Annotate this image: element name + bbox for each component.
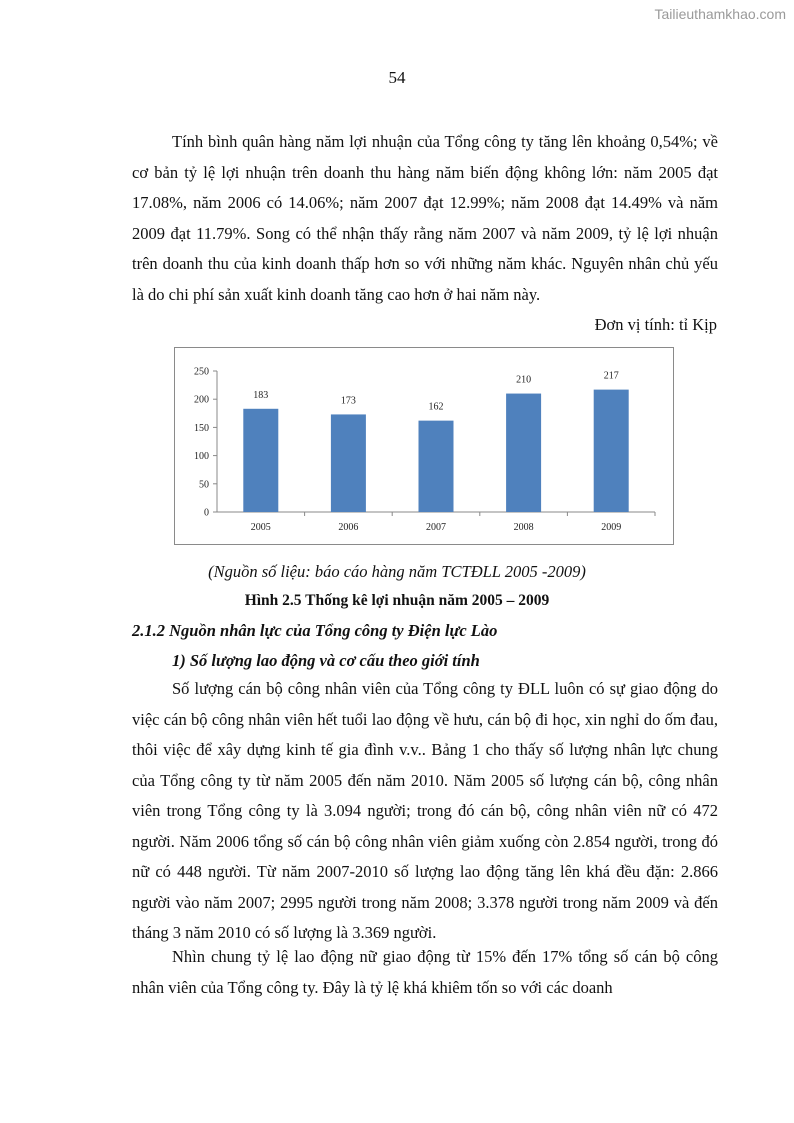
x-tick-label-2007: 2007 — [426, 522, 446, 533]
profit-bar-chart — [174, 347, 674, 545]
unit-label: Đơn vị tính: tỉ Kịp — [594, 315, 717, 334]
figure-source: (Nguồn số liệu: báo cáo hàng năm TCTĐLL 2005 -2009) — [208, 562, 586, 581]
y-tick-label: 50 — [199, 479, 209, 491]
data-label-2007: 162 — [428, 401, 444, 413]
figure-title: Hình 2.5 Thống kê lợi nhuận năm 2005 – 2009 — [244, 592, 550, 609]
x-tick-label-2009: 2009 — [601, 522, 622, 533]
paragraph-female-ratio: Nhìn chung tỷ lệ lao động nữ giao động từ 15% đến 17% tổng số cán bộ công nhân viên của Tổng công ty. Đây là tỷ lệ khá khiêm tốn so với các doanh — [132, 947, 718, 997]
data-label-2009: 217 — [603, 370, 619, 382]
x-tick-label-2008: 2008 — [513, 522, 534, 533]
x-tick-label-2006: 2006 — [338, 522, 359, 533]
page-number: 54 — [388, 68, 406, 87]
bar-2008 — [506, 394, 541, 512]
watermark: Tailieuthamkhao.com — [654, 6, 786, 22]
subsection-heading: 1) Số lượng lao động và cơ cấu theo giới tính — [172, 651, 480, 670]
y-tick-label: 250 — [194, 366, 209, 378]
y-tick-label: 150 — [194, 422, 209, 434]
data-label-2008: 210 — [516, 374, 532, 386]
section-heading: 2.1.2 Nguồn nhân lực của Tổng công ty Điện lực Lào — [132, 621, 498, 640]
bar-2007 — [419, 421, 454, 512]
chart-canvas — [175, 348, 675, 546]
paragraph-workforce: Số lượng cán bộ công nhân viên của Tổng công ty ĐLL luôn có sự giao động do việc cán bộ công nhân viên hết tuổi lao động về hưu, cán bộ đi học, xin nghỉ do ốm đau, thôi việc để xây dựng kinh tế gia đình v.v.. Bảng 1 cho thấy số lượng nhân lực chung của Tổng công ty từ năm 2005 đến năm 2010. Năm 2005 số lượng cán bộ, công nhân viên trong Tổng công ty là 3.094 người; trong đó cán bộ, công nhân viên nữ có 472 người. Năm 2006 tổng số cán bộ công nhân viên giảm xuống còn 2.854 người, trong đó nữ có 448 người. Từ năm 2007-2010 số lượng lao động tăng lên khá đều đặn: 2.866 người vào năm 2007; 2995 người trong năm 2008; 3.378 người trong năm 2009 và đến tháng 3 năm 2010 có số lượng là 3.369 người. — [132, 679, 718, 942]
bar-2006 — [331, 414, 366, 512]
y-tick-label: 100 — [194, 451, 209, 463]
data-label-2006: 173 — [340, 395, 356, 407]
x-tick-label-2005: 2005 — [250, 522, 271, 533]
y-tick-label: 200 — [194, 394, 209, 406]
bar-2005 — [243, 409, 278, 512]
bar-2009 — [594, 390, 629, 512]
paragraph-profit-analysis: Tính bình quân hàng năm lợi nhuận của Tổng công ty tăng lên khoảng 0,54%; về cơ bản tỷ lệ lợi nhuận trên doanh thu hàng năm biến động không lớn: năm 2005 đạt 17.08%, năm 2006 có 14.06%; năm 2007 đạt 12.99%; năm 2008 đạt 14.49% và năm 2009 đạt 11.79%. Song có thể nhận thấy rằng năm 2007 và năm 2009, tỷ lệ lợi nhuận trên doanh thu của kinh doanh thấp hơn so với những năm khác. Nguyên nhân chủ yếu là do chi phí sản xuất kinh doanh tăng cao hơn ở hai năm này. — [132, 132, 718, 304]
y-tick-label: 0 — [204, 507, 209, 519]
data-label-2005: 183 — [253, 389, 269, 401]
